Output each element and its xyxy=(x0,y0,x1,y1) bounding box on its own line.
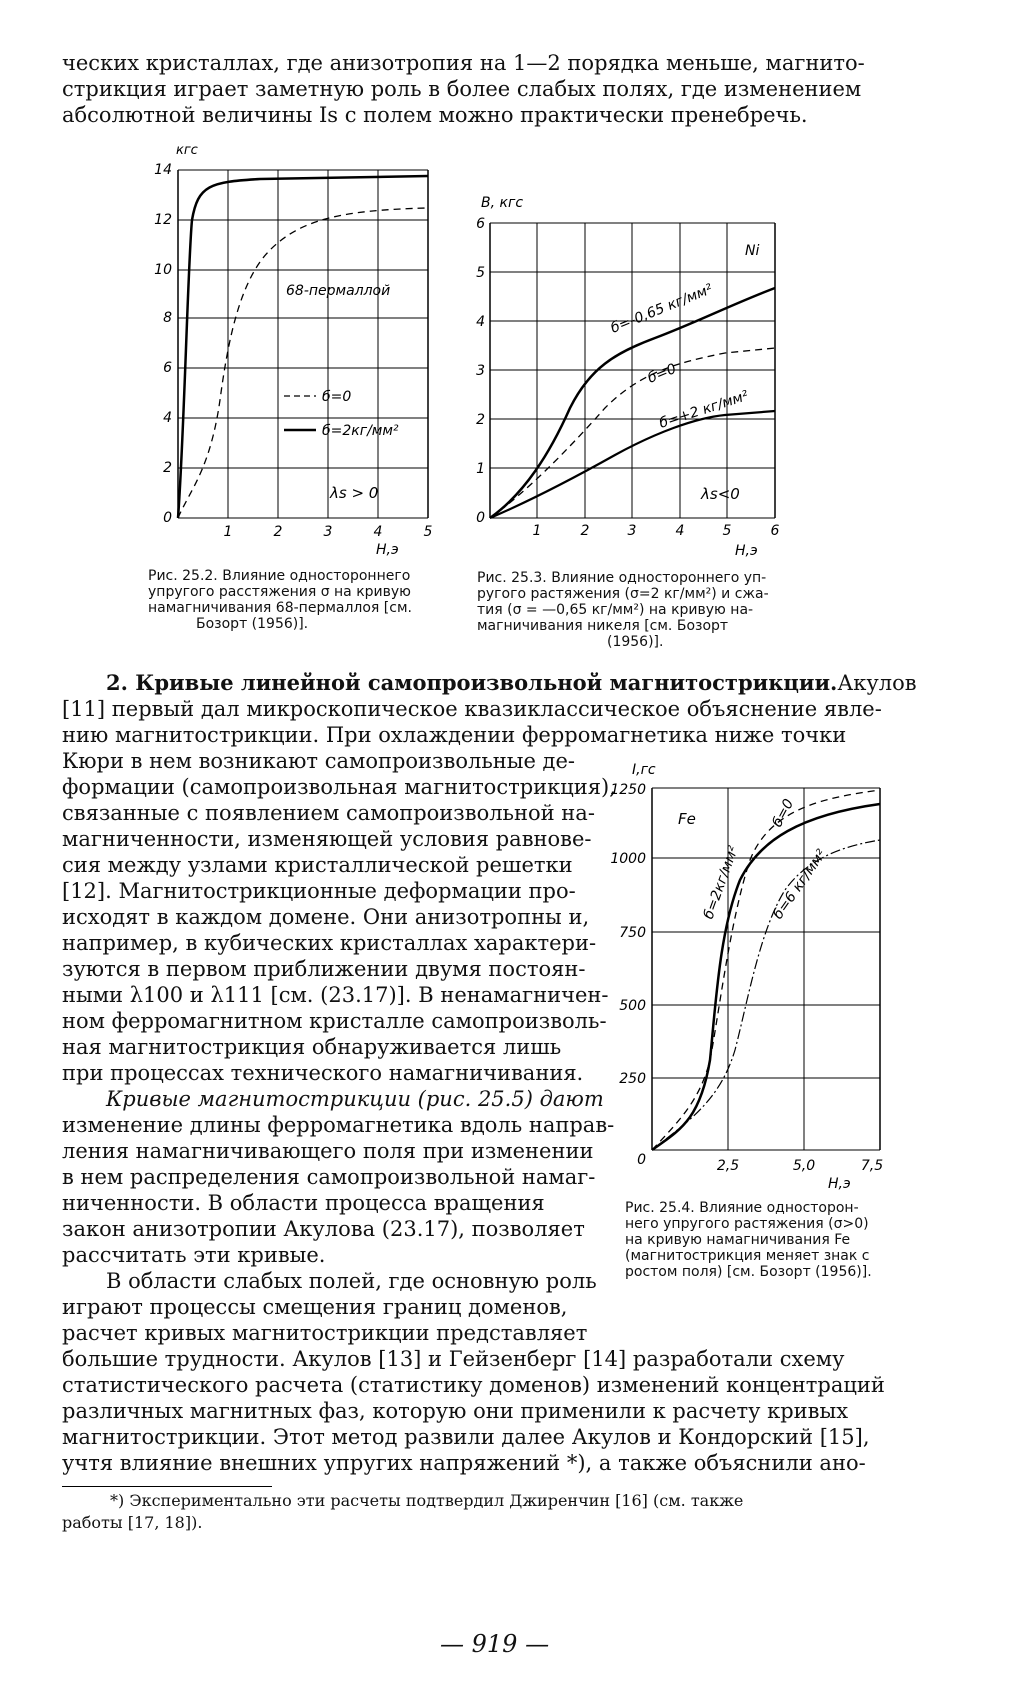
svg-text:б=2кг/мм²: б=2кг/мм² xyxy=(700,843,742,922)
figure-25-3-chart xyxy=(465,193,795,565)
footnote-rule xyxy=(62,1486,272,1487)
body-line: нию магнитострикции. При охлаждении ферромагнетика ниже точки xyxy=(62,723,847,747)
svg-text:6: 6 xyxy=(476,216,485,232)
svg-text:1: 1 xyxy=(476,461,485,477)
svg-text:Ni: Ni xyxy=(745,243,760,259)
fig1-ylabel: кгс xyxy=(176,143,198,158)
svg-text:б=2кг/мм²: б=2кг/мм² xyxy=(322,423,399,439)
body-line: учтя влияние внешних упругих напряжений *), а также объяснили ано- xyxy=(62,1451,866,1475)
page-number: — 919 — xyxy=(440,1630,550,1658)
svg-text:5,0: 5,0 xyxy=(792,1158,816,1174)
figure-25-2-chart xyxy=(140,140,450,560)
svg-text:0: 0 xyxy=(476,510,485,526)
body-line: стрикция играет заметную роль в более слабых полях, где изменением xyxy=(62,77,862,101)
svg-text:2: 2 xyxy=(273,524,283,540)
figure-25-4-chart xyxy=(610,760,900,1190)
svg-text:14: 14 xyxy=(154,162,172,178)
svg-text:Н,э: Н,э xyxy=(735,543,758,559)
svg-text:5: 5 xyxy=(476,265,485,281)
body-line: ческих кристаллах, где анизотропия на 1—2 порядка меньше, магнито- xyxy=(62,51,865,75)
body-line: магнитострикции. Этот метод развили далее Акулов и Кондорский [15], xyxy=(62,1425,870,1449)
svg-text:3: 3 xyxy=(627,523,637,539)
body-line: [11] первый дал микроскопическое квазиклассическое объяснение явле- xyxy=(62,697,882,721)
footnote-line: *) Экспериментально эти расчеты подтвердил Джиренчин [16] (см. также xyxy=(110,1491,744,1510)
section-heading: 2. Кривые линейной самопроизвольной магнитострикции. xyxy=(106,670,838,695)
svg-text:2,5: 2,5 xyxy=(716,1158,740,1174)
svg-text:5: 5 xyxy=(423,524,433,540)
narrow-text-column: Кюри в нем возникают самопроизвольные де- формации (самопроизвольная магнитострикция), связанные с появлением самопроизвольной на- магниченности, изменяющей условия равнове- сия между узлами кристаллической решетки [12]. Магнитострикционные деформации про- исходят в каждом домене. Они анизотропны и, например, в кубических кристаллах характери- зуются в первом приближении двумя постоян- ными λ100 и λ111 [см. (23.17)]. В ненамагничен- ном ферромагнитном кристалле самопроизволь- ная магнитострикция обнаруживается лишь при процессах технического намагничивания. Кривые магнитострикции (рис. 25.5) дают изменение длины ферромагнетика вдоль направ- ления намагничивающего поля при изменении в нем распределения самопроизвольной намаг- ниченности. В области процесса вращения закон анизотропии Акулова (23.17), позволяет рассчитать эти кривые. В области слабых полей, где основную роль играют процессы смещения границ доменов, расчет кривых магнитострикции представляет xyxy=(62,749,616,1345)
body-line: большие трудности. Акулов [13] и Гейзенберг [14] разработали схему xyxy=(62,1347,845,1371)
svg-text:б=-0,65 кг/мм²: б=-0,65 кг/мм² xyxy=(608,281,715,337)
svg-text:5: 5 xyxy=(722,523,732,539)
svg-text:1: 1 xyxy=(223,524,233,540)
svg-text:б=+2 кг/мм²: б=+2 кг/мм² xyxy=(657,387,751,432)
svg-text:2: 2 xyxy=(163,460,172,476)
svg-text:2: 2 xyxy=(580,523,590,539)
svg-text:500: 500 xyxy=(619,998,646,1014)
svg-text:б=0: б=0 xyxy=(769,796,798,830)
svg-text:1: 1 xyxy=(532,523,542,539)
footnote-line: работы [17, 18]). xyxy=(62,1513,203,1532)
body-line: абсолютной величины Is с полем можно практически пренебречь. xyxy=(62,103,808,127)
figure-25-3-caption: Рис. 25.3. Влияние одностороннего уп- ругого растяжения (σ=2 кг/мм²) и сжа- тия (σ = —0,65 кг/мм²) на кривую на- магничивания никеля [см. Бозорт (1956)]. xyxy=(477,570,769,650)
svg-text:I,гс: I,гс xyxy=(632,762,656,778)
svg-text:12: 12 xyxy=(154,212,172,228)
svg-text:1000: 1000 xyxy=(610,851,646,867)
svg-text:3: 3 xyxy=(476,363,485,379)
svg-text:б=0: б=0 xyxy=(645,360,679,387)
svg-text:4: 4 xyxy=(373,524,383,540)
svg-text:Н,э: Н,э xyxy=(376,542,399,558)
section-heading-line: 2. Кривые линейной самопроизвольной магнитострикции. Акулов xyxy=(62,670,958,696)
svg-text:1250: 1250 xyxy=(610,782,646,798)
svg-text:В, кгс: В, кгс xyxy=(481,195,524,211)
svg-text:Н,э: Н,э xyxy=(828,1176,851,1190)
figure-25-4-caption: Рис. 25.4. Влияние односторон- него упругого растяжения (σ>0) на кривую намагничивания Fe (магнитострикция меняет знак с ростом поля) [см. Бозорт (1956)]. xyxy=(625,1200,872,1280)
svg-text:750: 750 xyxy=(619,925,646,941)
body-line: различных магнитных фаз, которую они применили к расчету кривых xyxy=(62,1399,849,1423)
fig1-curve-label: 68-пермаллой xyxy=(286,283,391,299)
svg-text:6: 6 xyxy=(770,523,780,539)
svg-text:7,5: 7,5 xyxy=(860,1158,884,1174)
svg-text:Fe: Fe xyxy=(678,810,696,828)
svg-text:4: 4 xyxy=(476,314,485,330)
svg-text:б=6 кг/мм²: б=6 кг/мм² xyxy=(770,846,830,923)
svg-text:10: 10 xyxy=(154,262,172,278)
svg-text:0: 0 xyxy=(637,1152,646,1168)
svg-text:2: 2 xyxy=(476,412,485,428)
svg-text:б=0: б=0 xyxy=(322,389,352,405)
svg-text:0: 0 xyxy=(163,510,172,526)
body-line: статистического расчета (статистику доменов) изменений концентраций xyxy=(62,1373,885,1397)
svg-text:λs > 0: λs > 0 xyxy=(330,484,379,502)
svg-text:4: 4 xyxy=(675,523,685,539)
figure-25-2-caption: Рис. 25.2. Влияние одностороннего упругого расстяжения σ на кривую намагничивания 68-пермаллоя [см. Бозорт (1956)]. xyxy=(148,568,412,632)
svg-text:250: 250 xyxy=(619,1071,646,1087)
svg-text:3: 3 xyxy=(323,524,333,540)
svg-text:8: 8 xyxy=(163,310,172,326)
svg-text:6: 6 xyxy=(163,360,172,376)
svg-text:4: 4 xyxy=(163,410,172,426)
svg-text:λs<0: λs<0 xyxy=(701,485,740,503)
